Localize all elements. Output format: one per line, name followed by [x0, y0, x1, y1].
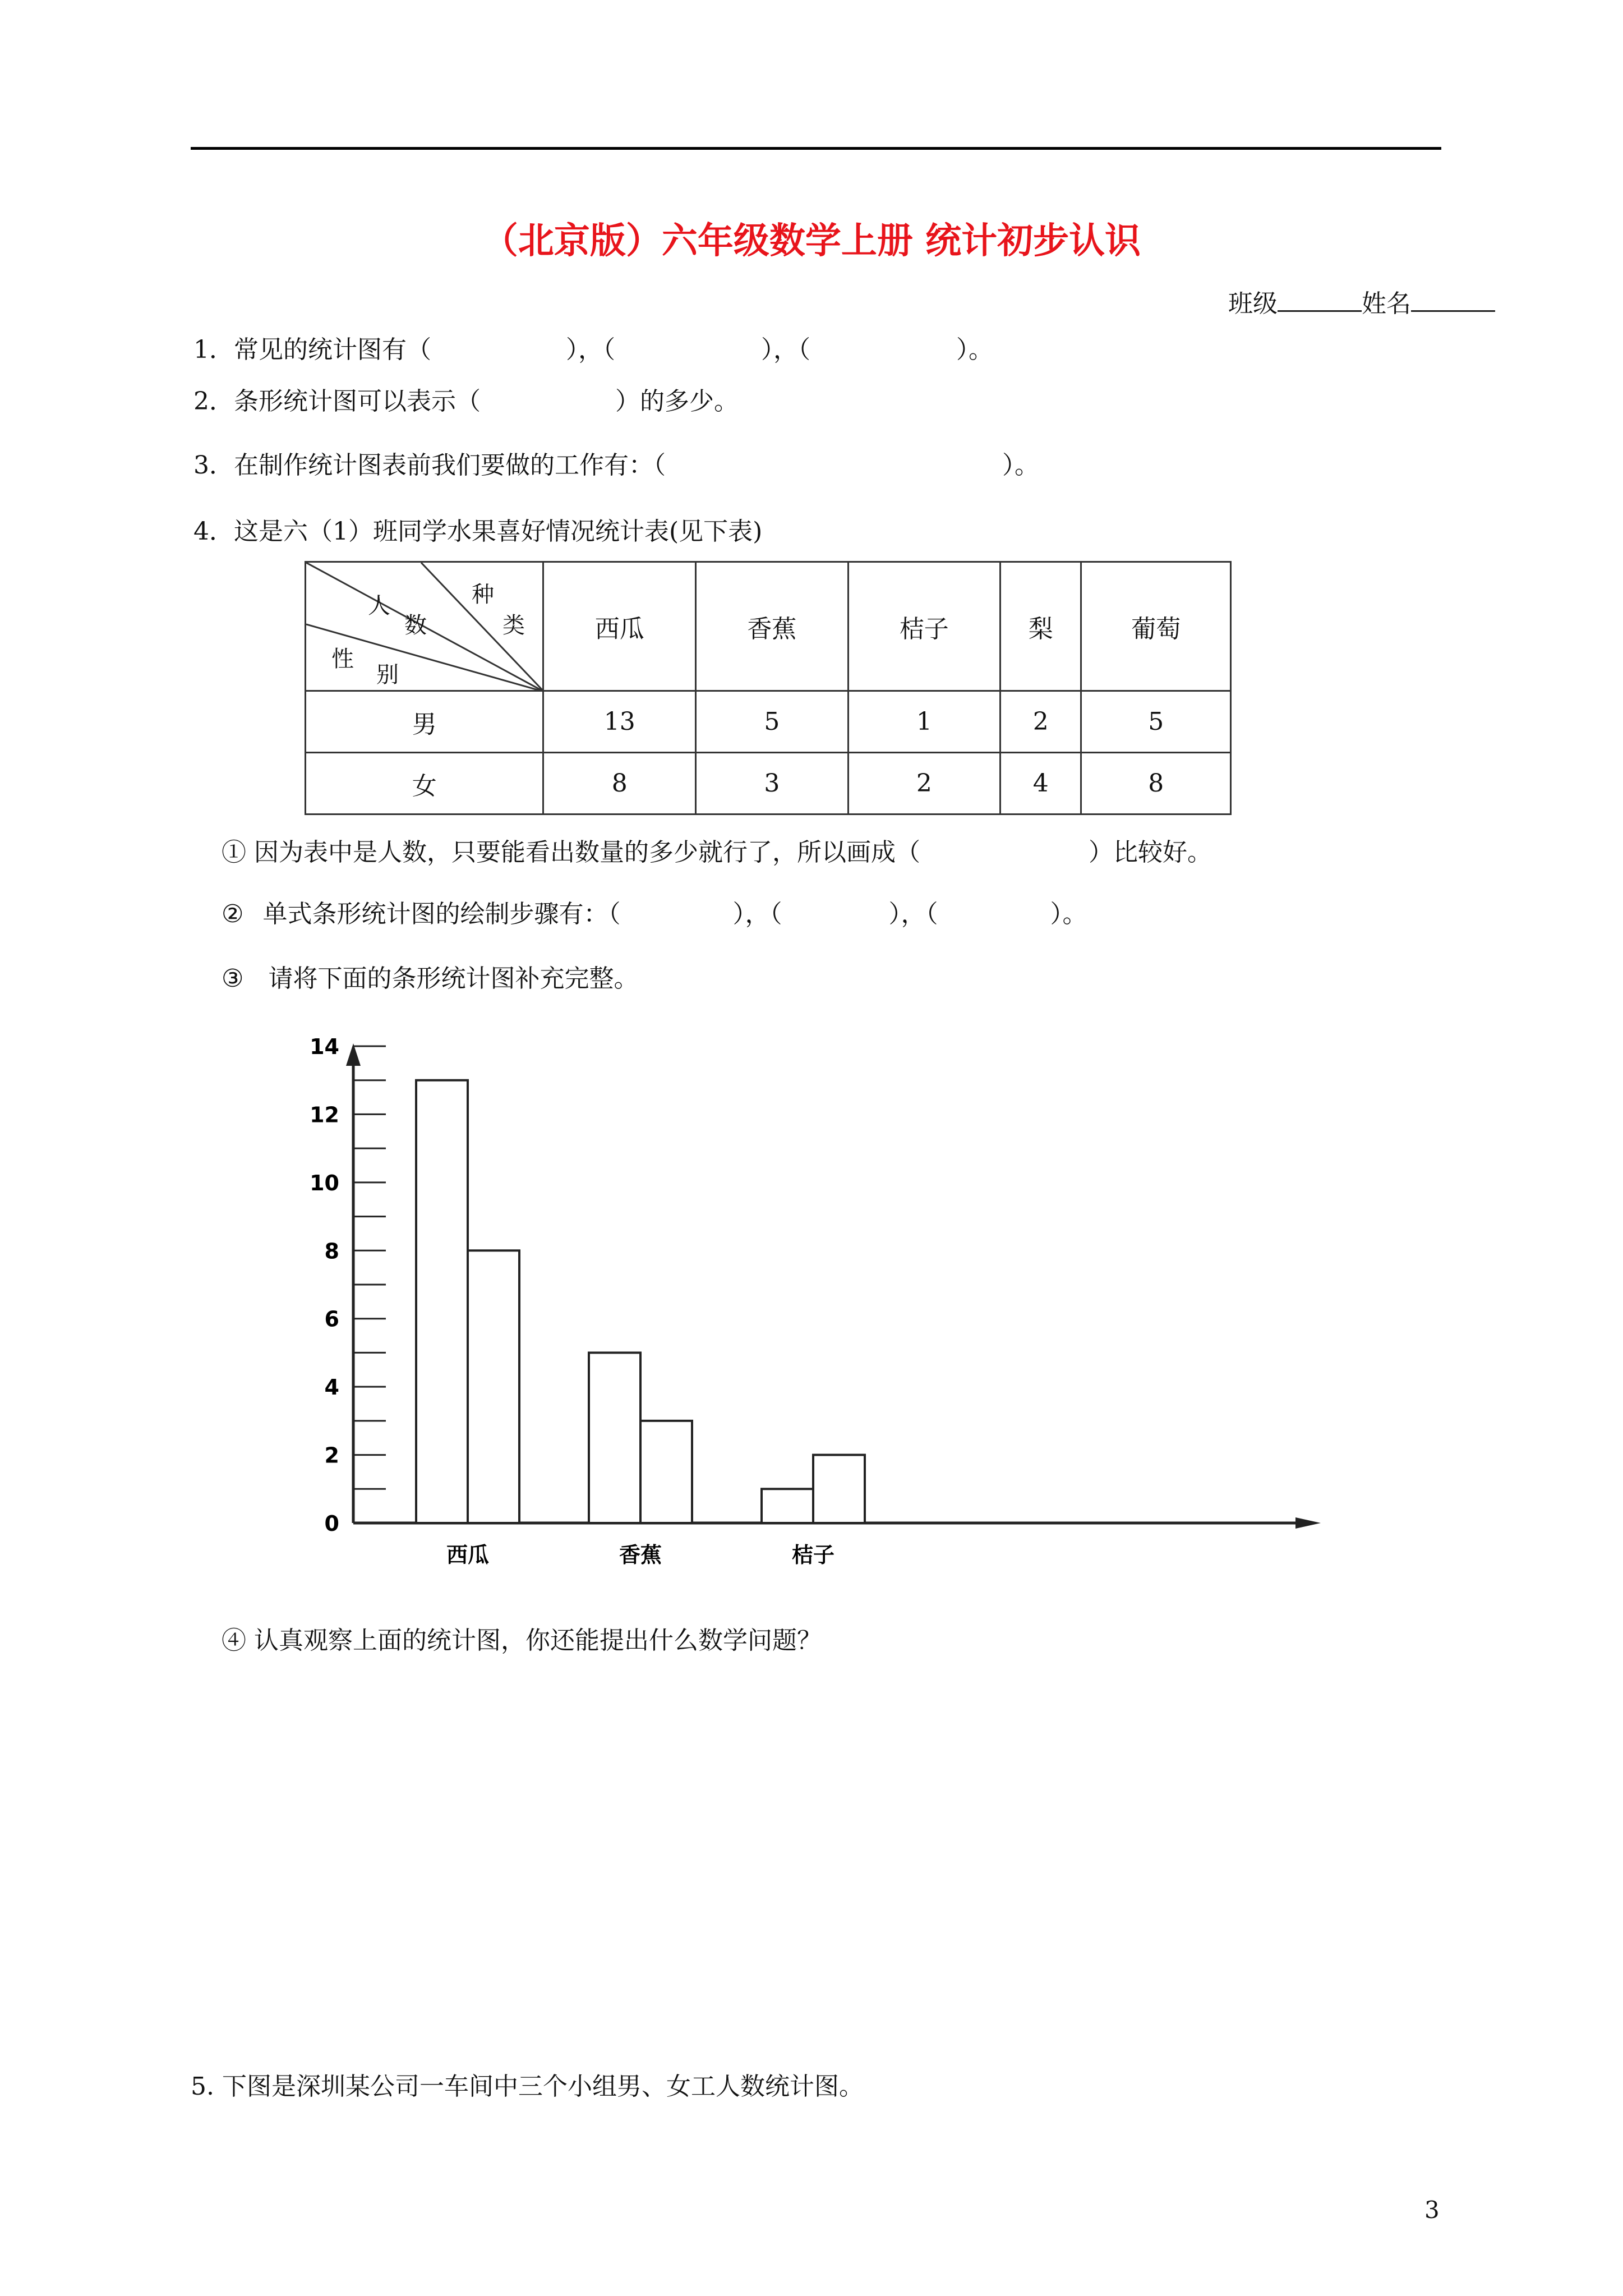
s1-text: 因为表中是人数，只要能看出数量的多少就行了，所以画成（	[254, 838, 920, 867]
question-3	[193, 449, 1039, 482]
question-5	[191, 2070, 864, 2104]
y-tick-label: 14	[310, 1034, 339, 1059]
table-cell: 5	[1081, 691, 1231, 753]
s3-number: ③	[222, 964, 244, 993]
q2-end: ）的多少。	[615, 387, 739, 416]
column-header: 梨	[1000, 562, 1081, 691]
table-corner-cell	[306, 562, 543, 691]
bar	[589, 1352, 640, 1523]
y-tick-label: 6	[324, 1306, 339, 1332]
q1-sep-2: ），（	[761, 335, 810, 364]
q1-sep-1: ），（	[566, 335, 615, 364]
s2-number: ②	[222, 900, 244, 928]
table-row	[306, 753, 1231, 815]
s2-text: 单式条形统计图的绘制步骤有：（	[262, 900, 621, 928]
subquestion-2	[222, 898, 1087, 931]
q1-end: ）。	[956, 335, 993, 364]
s4-text: 认真观察上面的统计图，你还能提出什么数学问题？	[254, 1626, 822, 1655]
question-1	[193, 333, 993, 367]
q1-text: 常见的统计图有（	[234, 335, 431, 364]
s2-sep-1: ），（	[732, 900, 782, 928]
q4-text: 这是六（1）班同学水果喜好情况统计表(见下表)	[234, 517, 763, 546]
s3-text: 请将下面的条形统计图补充完整。	[268, 964, 639, 993]
corner-gender-2: 别	[376, 662, 399, 688]
table-cell: 2	[848, 753, 1000, 815]
category-label: 西瓜	[446, 1543, 490, 1567]
subquestion-1	[222, 836, 1212, 869]
bar	[468, 1250, 519, 1523]
y-tick-label: 4	[324, 1375, 339, 1400]
table-cell: 1	[848, 691, 1000, 753]
corner-kind-2: 类	[502, 613, 525, 638]
y-tick-label: 12	[310, 1102, 339, 1128]
row-label: 女	[306, 753, 543, 815]
q5-number: 5.	[191, 2072, 214, 2101]
corner-gender-1: 性	[331, 646, 354, 672]
column-header: 香蕉	[696, 562, 849, 691]
q1-number: 1．	[193, 335, 234, 364]
y-tick-label: 0	[324, 1511, 339, 1536]
s2-end: ）。	[1050, 900, 1087, 928]
column-header: 桔子	[848, 562, 1000, 691]
bar	[416, 1080, 468, 1523]
question-4	[193, 515, 762, 549]
name-label: 姓名	[1362, 289, 1411, 318]
question-2	[193, 385, 739, 418]
header-rule	[191, 147, 1441, 150]
y-tick-label: 10	[310, 1170, 339, 1195]
table-cell: 8	[1081, 753, 1231, 815]
bar-chart	[280, 996, 1346, 1602]
name-blank[interactable]	[1411, 288, 1495, 312]
s1-number: ①	[222, 838, 246, 867]
s2-sep-2: ），（	[888, 900, 938, 928]
table-row	[306, 691, 1231, 753]
row-label: 男	[306, 691, 543, 753]
page-title: （北京版）六年级数学上册 统计初步认识	[482, 220, 1141, 262]
q3-end: ）。	[1002, 451, 1039, 480]
s4-number: ④	[222, 1626, 246, 1655]
table-cell: 5	[696, 691, 849, 753]
q2-number: 2．	[193, 387, 234, 416]
class-label: 班级	[1228, 289, 1278, 318]
category-label: 桔子	[791, 1543, 835, 1567]
y-tick-label: 8	[324, 1239, 339, 1264]
fruit-preference-table	[305, 561, 1232, 815]
class-blank[interactable]	[1278, 288, 1362, 312]
column-header: 葡萄	[1081, 562, 1231, 691]
student-info	[1228, 287, 1495, 321]
table-cell: 13	[543, 691, 696, 753]
corner-count-1: 人	[368, 593, 390, 619]
table-cell: 2	[1000, 691, 1081, 753]
bar	[813, 1455, 865, 1523]
corner-count-2: 数	[404, 613, 427, 638]
bar	[640, 1421, 692, 1523]
column-header: 西瓜	[543, 562, 696, 691]
q5-text: 下图是深圳某公司一车间中三个小组男、女工人数统计图。	[222, 2072, 864, 2101]
s1-end: ）比较好。	[1089, 838, 1212, 867]
page-number: 3	[1424, 2196, 1440, 2224]
q3-text: 在制作统计图表前我们要做的工作有：（	[234, 451, 666, 480]
subquestion-3	[222, 962, 638, 996]
corner-kind-1: 种	[472, 582, 494, 608]
y-tick-label: 2	[324, 1443, 339, 1468]
table-cell: 8	[543, 753, 696, 815]
subquestion-4	[222, 1624, 822, 1658]
table-cell: 4	[1000, 753, 1081, 815]
x-axis-arrow	[1295, 1517, 1321, 1529]
table-cell: 3	[696, 753, 849, 815]
q3-number: 3．	[193, 451, 234, 480]
bar	[762, 1489, 813, 1523]
category-label: 香蕉	[619, 1543, 662, 1567]
q2-text: 条形统计图可以表示（	[234, 387, 481, 416]
q4-number: 4．	[193, 517, 234, 546]
